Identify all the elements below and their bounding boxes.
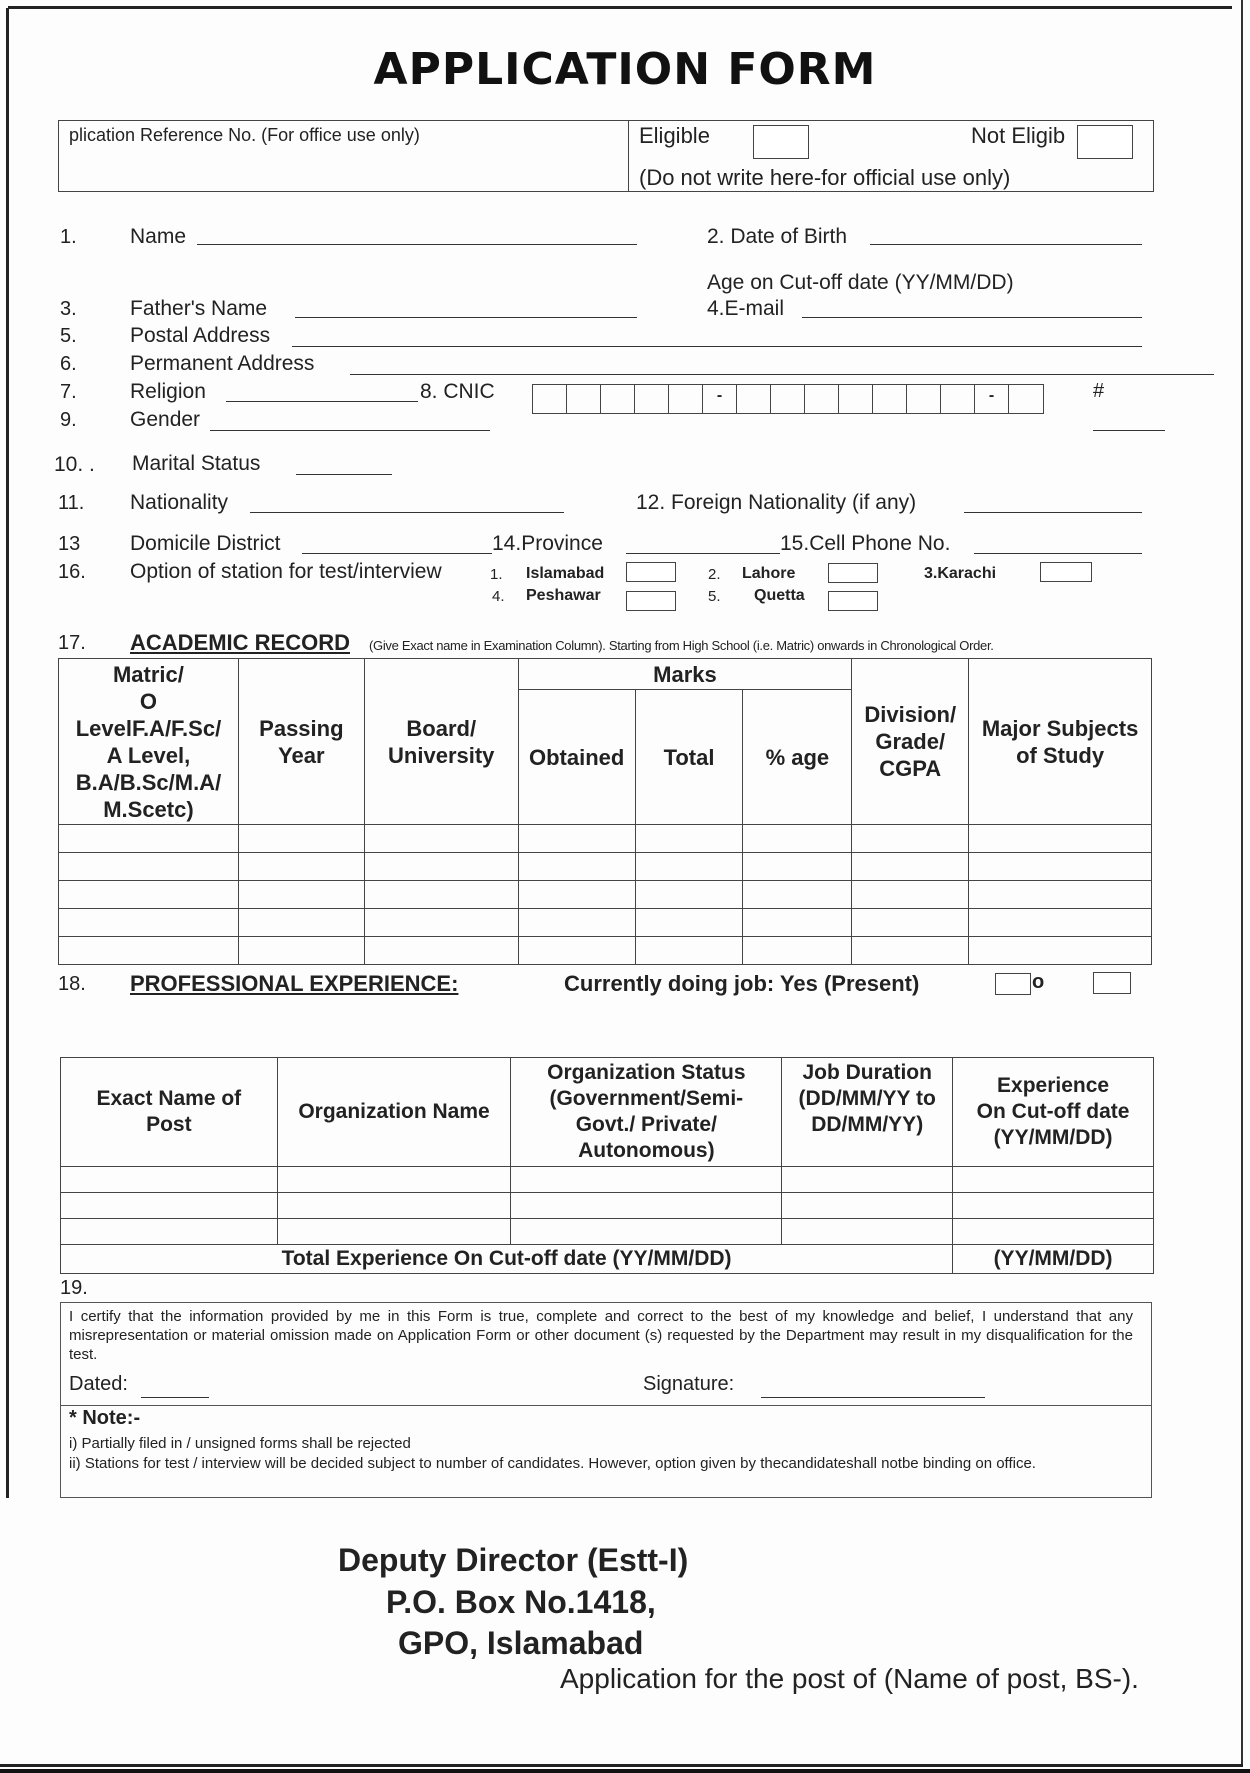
cnic-cell[interactable] <box>737 385 771 413</box>
hash-field[interactable] <box>1093 430 1165 431</box>
field-number: 5. <box>60 325 77 347</box>
station-number: 5. <box>708 588 721 605</box>
table-cell[interactable] <box>953 1167 1154 1193</box>
page-border-bottom <box>0 1764 1243 1767</box>
total-experience-label: Total Experience On Cut-off date (YY/MM/DD) <box>61 1245 953 1274</box>
domicile-district-field[interactable] <box>302 553 492 554</box>
table-cell[interactable] <box>782 1219 953 1245</box>
table-cell[interactable] <box>953 1193 1154 1219</box>
cnic-cell[interactable] <box>567 385 601 413</box>
table-cell[interactable] <box>61 1219 278 1245</box>
table-cell[interactable] <box>59 853 239 881</box>
table-row <box>59 853 1152 881</box>
name-label: Name <box>130 225 187 248</box>
column-header-experience: Experience On Cut-off date (YY/MM/DD) <box>953 1058 1154 1167</box>
table-cell[interactable] <box>364 881 518 909</box>
total-experience-row <box>61 1245 1154 1274</box>
column-header-job-duration: Job Duration (DD/MM/YY to DD/MM/YY) <box>782 1058 953 1167</box>
dated-field[interactable] <box>141 1397 209 1398</box>
post-application-line: Application for the post of (Name of post, BS-). <box>560 1663 1139 1694</box>
declaration-box <box>60 1302 1152 1498</box>
cnic-separator: - <box>975 385 1009 413</box>
table-cell[interactable] <box>782 1167 953 1193</box>
column-header-obtained: Obtained <box>518 690 635 825</box>
page-border-right <box>1241 0 1243 1765</box>
station-islamabad-label: Islamabad <box>526 565 605 582</box>
religion-field[interactable] <box>226 401 418 402</box>
table-cell[interactable] <box>238 853 364 881</box>
currently-job-no-checkbox[interactable] <box>1093 972 1131 994</box>
cnic-cell[interactable] <box>873 385 907 413</box>
table-cell[interactable] <box>743 909 852 937</box>
cnic-cell[interactable] <box>635 385 669 413</box>
field-number: 9. <box>60 409 77 431</box>
station-peshawar-checkbox[interactable] <box>626 591 676 611</box>
email-label: 4.E-mail <box>707 297 785 320</box>
cnic-input-grid[interactable] <box>532 384 1044 414</box>
table-cell[interactable] <box>852 825 969 853</box>
nationality-label: Nationality <box>130 491 229 514</box>
office-use-box <box>58 120 1154 192</box>
table-cell[interactable] <box>511 1219 782 1245</box>
table-cell[interactable] <box>743 881 852 909</box>
table-cell[interactable] <box>743 853 852 881</box>
not-eligible-checkbox[interactable] <box>1077 125 1133 159</box>
table-cell[interactable] <box>61 1167 278 1193</box>
no-label-fragment: o <box>1032 971 1045 993</box>
table-cell[interactable] <box>238 909 364 937</box>
column-header-division: Division/ Grade/ CGPA <box>852 659 969 825</box>
province-field[interactable] <box>626 553 780 554</box>
table-cell[interactable] <box>635 909 743 937</box>
page-border-top <box>8 6 1232 9</box>
fathers-name-field[interactable] <box>295 317 637 318</box>
station-karachi-label: 3.Karachi <box>924 565 997 582</box>
reference-number-label: plication Reference No. (For office use only) <box>69 125 420 145</box>
academic-record-table <box>58 658 1152 965</box>
table-cell[interactable] <box>852 881 969 909</box>
postal-address-label: Postal Address <box>130 324 271 347</box>
station-number: 1. <box>490 566 503 583</box>
section-number: 18. <box>58 973 86 995</box>
address-recipient: Deputy Director (Estt-I) <box>338 1542 689 1578</box>
table-row <box>59 825 1152 853</box>
station-karachi-checkbox[interactable] <box>1040 562 1092 582</box>
not-eligible-label: Not Eligib <box>971 123 1066 148</box>
column-header-passing-year: Passing Year <box>238 659 364 825</box>
table-cell[interactable] <box>969 937 1152 965</box>
cnic-label: 8. CNIC <box>420 380 495 403</box>
foreign-nationality-field[interactable] <box>964 512 1142 513</box>
table-cell[interactable] <box>511 1167 782 1193</box>
table-cell[interactable] <box>518 881 635 909</box>
table-cell[interactable] <box>782 1193 953 1219</box>
eligible-label: Eligible <box>639 123 710 148</box>
table-cell[interactable] <box>238 825 364 853</box>
column-header-percentage: % age <box>743 690 852 825</box>
table-cell[interactable] <box>277 1193 511 1219</box>
address-city: GPO, Islamabad <box>398 1625 644 1661</box>
table-cell[interactable] <box>238 881 364 909</box>
name-field[interactable] <box>197 244 637 245</box>
table-cell[interactable] <box>969 909 1152 937</box>
table-cell[interactable] <box>364 937 518 965</box>
total-experience-value[interactable]: (YY/MM/DD) <box>953 1245 1154 1274</box>
table-cell[interactable] <box>59 825 239 853</box>
date-of-birth-field[interactable] <box>870 244 1142 245</box>
column-header-examination: Matric/ O LevelF.A/F.Sc/ A Level, B.A/B.Sc/M.A/ M.Scetc) <box>59 659 239 825</box>
table-row <box>61 1219 1154 1245</box>
permanent-address-field[interactable] <box>350 374 1214 375</box>
table-cell[interactable] <box>364 825 518 853</box>
cnic-cell[interactable] <box>839 385 873 413</box>
section-number: 19. <box>60 1277 88 1299</box>
station-number: 2. <box>708 566 721 583</box>
table-cell[interactable] <box>61 1193 278 1219</box>
cnic-cell[interactable] <box>771 385 805 413</box>
station-peshawar-label: Peshawar <box>526 587 601 604</box>
currently-job-yes-checkbox[interactable] <box>995 973 1031 995</box>
column-header-major-subjects: Major Subjects of Study <box>969 659 1152 825</box>
table-cell[interactable] <box>238 937 364 965</box>
table-cell[interactable] <box>953 1219 1154 1245</box>
table-cell[interactable] <box>518 909 635 937</box>
table-cell[interactable] <box>852 909 969 937</box>
table-cell[interactable] <box>364 909 518 937</box>
table-row <box>61 1167 1154 1193</box>
field-number: 1. <box>60 226 77 248</box>
marital-status-field[interactable] <box>296 474 392 475</box>
table-cell[interactable] <box>743 937 852 965</box>
station-quetta-checkbox[interactable] <box>828 591 878 611</box>
cnic-cell[interactable] <box>907 385 941 413</box>
address-po-box: P.O. Box No.1418, <box>386 1584 656 1620</box>
signature-label: Signature: <box>643 1373 735 1395</box>
age-on-cutoff-label: Age on Cut-off date (YY/MM/DD) <box>707 271 1014 294</box>
eligibility-cell <box>629 121 1153 191</box>
table-cell[interactable] <box>59 909 239 937</box>
table-cell[interactable] <box>743 825 852 853</box>
page-title: APPLICATION FORM <box>373 44 877 95</box>
section-number: 17. <box>58 632 86 654</box>
table-cell[interactable] <box>969 881 1152 909</box>
field-number: 16. <box>58 561 86 583</box>
station-quetta-label: Quetta <box>754 587 805 604</box>
table-cell[interactable] <box>969 853 1152 881</box>
table-cell[interactable] <box>635 937 743 965</box>
gender-label: Gender <box>130 408 201 431</box>
professional-experience-table <box>60 1057 1154 1274</box>
column-header-post: Exact Name of Post <box>61 1058 278 1167</box>
field-number: 13 <box>58 533 81 555</box>
dated-label: Dated: <box>69 1373 128 1395</box>
professional-experience-heading: PROFESSIONAL EXPERIENCE: <box>130 971 459 996</box>
table-cell[interactable] <box>635 881 743 909</box>
station-islamabad-checkbox[interactable] <box>626 562 676 582</box>
table-cell[interactable] <box>518 853 635 881</box>
declaration-divider <box>61 1405 1151 1406</box>
permanent-address-label: Permanent Address <box>130 352 315 375</box>
page-border-bottom-outer <box>0 1769 1250 1773</box>
station-lahore-checkbox[interactable] <box>828 563 878 583</box>
note-item: i) Partially filed in / unsigned forms shall be rejected <box>69 1435 411 1452</box>
email-field[interactable] <box>802 317 1142 318</box>
cell-phone-label: 15.Cell Phone No. <box>780 532 951 555</box>
note-item: ii) Stations for test / interview will be decided subject to number of candidates. However, option given by thecandidateshall notbe binding on office. <box>69 1455 1036 1472</box>
cnic-separator: - <box>703 385 737 413</box>
station-option-label: Option of station for test/interview <box>130 560 442 583</box>
academic-record-instruction: (Give Exact name in Examination Column). Starting from High School (i.e. Matric) onwards in Chronological Order. <box>369 638 994 653</box>
column-header-organization-status: Organization Status (Government/Semi- Govt./ Private/ Autonomous) <box>511 1058 782 1167</box>
official-use-note: (Do not write here-for official use only) <box>639 165 1011 190</box>
table-cell[interactable] <box>635 825 743 853</box>
cnic-cell[interactable] <box>669 385 703 413</box>
table-row <box>59 937 1152 965</box>
table-cell[interactable] <box>59 881 239 909</box>
religion-label: Religion <box>130 380 206 403</box>
field-number: 10. . <box>54 453 95 476</box>
foreign-nationality-label: 12. Foreign Nationality (if any) <box>636 491 917 514</box>
table-cell[interactable] <box>277 1167 511 1193</box>
cnic-cell[interactable] <box>533 385 567 413</box>
nationality-field[interactable] <box>250 512 564 513</box>
table-cell[interactable] <box>511 1193 782 1219</box>
table-cell[interactable] <box>364 853 518 881</box>
table-cell[interactable] <box>635 853 743 881</box>
note-heading: * Note:- <box>69 1407 141 1429</box>
date-of-birth-label: 2. Date of Birth <box>707 225 848 248</box>
hash-label: # <box>1093 380 1105 402</box>
table-cell[interactable] <box>852 937 969 965</box>
cnic-cell[interactable] <box>941 385 975 413</box>
province-label: 14.Province <box>492 532 603 555</box>
fathers-name-label: Father's Name <box>130 297 268 320</box>
field-number: 6. <box>60 353 77 375</box>
cnic-cell[interactable] <box>1009 385 1043 413</box>
table-cell[interactable] <box>59 937 239 965</box>
cnic-cell[interactable] <box>805 385 839 413</box>
table-row <box>59 909 1152 937</box>
postal-address-field[interactable] <box>292 346 1142 347</box>
table-cell[interactable] <box>518 937 635 965</box>
field-number: 3. <box>60 298 77 320</box>
declaration-text: I certify that the information provided by me in this Form is true, complete and correct to the best of my knowledge and belief, I understand that any misrepresentation or material omission made on Application Form or other document (s) requested by the Department may result in my disqualification for the test. <box>69 1308 1133 1363</box>
reference-number-cell[interactable] <box>59 121 629 191</box>
column-header-board-university: Board/ University <box>364 659 518 825</box>
table-row <box>59 881 1152 909</box>
table-cell[interactable] <box>277 1219 511 1245</box>
table-cell[interactable] <box>852 853 969 881</box>
column-header-marks: Marks <box>518 659 852 690</box>
signature-field[interactable] <box>761 1397 985 1398</box>
field-number: 7. <box>60 381 77 403</box>
cell-phone-field[interactable] <box>974 553 1142 554</box>
station-lahore-label: Lahore <box>742 565 796 582</box>
gender-field[interactable] <box>210 430 490 431</box>
currently-doing-job-label: Currently doing job: Yes (Present) <box>564 971 920 996</box>
table-cell[interactable] <box>969 825 1152 853</box>
domicile-district-label: Domicile District <box>130 532 281 555</box>
table-row <box>61 1193 1154 1219</box>
field-number: 11. <box>58 492 85 514</box>
table-cell[interactable] <box>518 825 635 853</box>
cnic-cell[interactable] <box>601 385 635 413</box>
column-header-total: Total <box>635 690 743 825</box>
marital-status-label: Marital Status <box>132 452 261 475</box>
page-border-left <box>6 8 9 1498</box>
station-number: 4. <box>492 588 505 605</box>
academic-record-heading: ACADEMIC RECORD <box>130 630 350 655</box>
eligible-checkbox[interactable] <box>753 125 809 159</box>
column-header-organization-name: Organization Name <box>277 1058 511 1167</box>
